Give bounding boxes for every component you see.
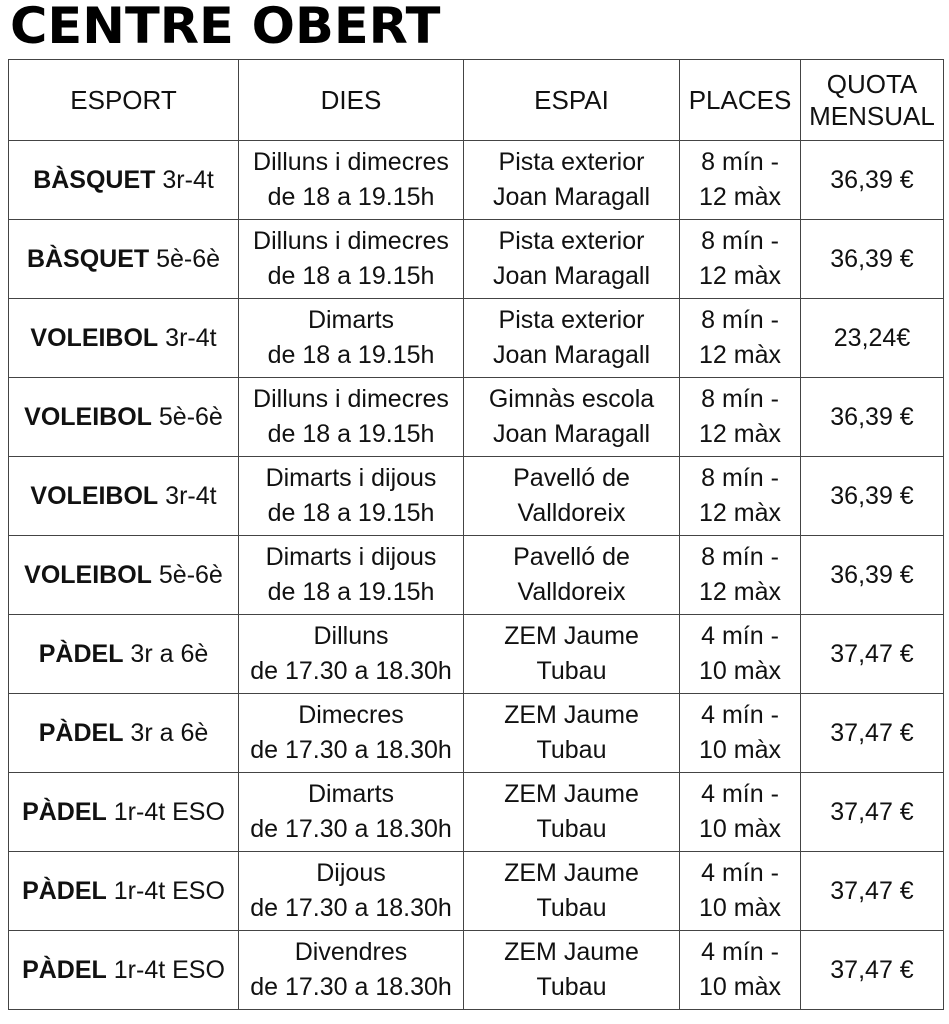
- cell-esport: [9, 615, 239, 694]
- cell-dies: [239, 694, 464, 773]
- cell-places: [680, 615, 801, 694]
- dies-days: Dimarts: [307, 306, 395, 334]
- cell-esport: [9, 931, 239, 1010]
- cell-dies: [239, 141, 464, 220]
- dies-days: Dimarts i dijous: [265, 543, 437, 571]
- table-row: [9, 931, 944, 1010]
- header-espai: ESPAI: [464, 60, 680, 141]
- espai-line2: Tubau: [536, 815, 607, 843]
- places-max: 10 màx: [699, 657, 781, 685]
- dies-hours: de 18 a 19.15h: [267, 420, 435, 448]
- sport-level: 5è-6è: [151, 560, 223, 589]
- dies-days: Dijous: [316, 859, 386, 887]
- sport-level: 3r-4t: [158, 323, 217, 352]
- header-dies: DIES: [239, 60, 464, 141]
- cell-espai: [464, 615, 680, 694]
- cell-quota: 36,39 €: [801, 220, 944, 299]
- sport-level: 1r-4t ESO: [106, 876, 225, 905]
- places-max: 12 màx: [699, 341, 781, 369]
- dies-days: Divendres: [294, 938, 408, 966]
- cell-quota: 36,39 €: [801, 378, 944, 457]
- sport-level: 3r-4t: [158, 481, 217, 510]
- cell-places: [680, 773, 801, 852]
- table-row: [9, 299, 944, 378]
- sport-level: 3r a 6è: [123, 718, 209, 747]
- table-row: [9, 694, 944, 773]
- cell-espai: [464, 931, 680, 1010]
- cell-places: [680, 299, 801, 378]
- sport-name: VOLEIBOL: [24, 560, 152, 589]
- places-max: 12 màx: [699, 183, 781, 211]
- cell-quota: 36,39 €: [801, 457, 944, 536]
- cell-espai: [464, 141, 680, 220]
- cell-espai: [464, 457, 680, 536]
- cell-places: [680, 931, 801, 1010]
- espai-line2: Valldoreix: [517, 499, 626, 527]
- table-row: [9, 220, 944, 299]
- cell-espai: [464, 299, 680, 378]
- dies-hours: de 18 a 19.15h: [267, 183, 435, 211]
- sport-name: PÀDEL: [22, 955, 107, 984]
- cell-dies: [239, 378, 464, 457]
- places-min: 4 mín -: [701, 859, 779, 887]
- cell-quota: 36,39 €: [801, 141, 944, 220]
- espai-line1: Pavelló de: [513, 543, 630, 571]
- places-max: 12 màx: [699, 262, 781, 290]
- espai-line2: Tubau: [536, 973, 607, 1001]
- cell-espai: [464, 536, 680, 615]
- espai-line2: Tubau: [536, 736, 607, 764]
- sport-name: BÀSQUET: [26, 244, 150, 273]
- table-row: [9, 141, 944, 220]
- cell-esport: [9, 378, 239, 457]
- cell-esport: [9, 694, 239, 773]
- cell-esport: [9, 141, 239, 220]
- places-max: 10 màx: [699, 973, 781, 1001]
- places-min: 4 mín -: [701, 622, 779, 650]
- table-row: [9, 773, 944, 852]
- sport-name: PÀDEL: [38, 718, 124, 747]
- cell-espai: [464, 378, 680, 457]
- cell-esport: [9, 852, 239, 931]
- dies-hours: de 18 a 19.15h: [267, 341, 435, 369]
- places-max: 12 màx: [699, 420, 781, 448]
- espai-line1: ZEM Jaume: [504, 701, 639, 729]
- places-min: 8 mín -: [701, 543, 779, 571]
- schedule-table: [8, 59, 944, 1010]
- cell-esport: [9, 773, 239, 852]
- dies-days: Dilluns i dimecres: [253, 385, 449, 413]
- sport-name: BÀSQUET: [33, 165, 156, 194]
- espai-line1: Pista exterior: [498, 227, 645, 255]
- places-max: 10 màx: [699, 815, 781, 843]
- cell-dies: [239, 852, 464, 931]
- espai-line2: Joan Maragall: [492, 183, 651, 211]
- espai-line1: ZEM Jaume: [504, 622, 639, 650]
- espai-line1: ZEM Jaume: [504, 938, 639, 966]
- cell-esport: [9, 220, 239, 299]
- cell-quota: 37,47 €: [801, 931, 944, 1010]
- cell-esport: [9, 299, 239, 378]
- places-min: 4 mín -: [701, 701, 779, 729]
- cell-quota: 37,47 €: [801, 615, 944, 694]
- cell-espai: [464, 852, 680, 931]
- header-esport: ESPORT: [9, 60, 239, 141]
- dies-days: Dimarts: [307, 780, 395, 808]
- table-body: [9, 141, 944, 1010]
- cell-dies: [239, 220, 464, 299]
- cell-places: [680, 852, 801, 931]
- places-min: 8 mín -: [701, 385, 779, 413]
- sport-level: 3r-4t: [155, 165, 214, 194]
- header-places: PLACES: [680, 60, 801, 141]
- cell-places: [680, 378, 801, 457]
- cell-dies: [239, 299, 464, 378]
- dies-hours: de 17.30 a 18.30h: [250, 736, 452, 764]
- dies-hours: de 17.30 a 18.30h: [250, 973, 452, 1001]
- sport-level: 1r-4t ESO: [106, 955, 225, 984]
- dies-days: Dimecres: [298, 701, 404, 729]
- places-max: 10 màx: [699, 736, 781, 764]
- cell-espai: [464, 220, 680, 299]
- cell-places: [680, 694, 801, 773]
- cell-esport: [9, 457, 239, 536]
- sport-level: 3r a 6è: [123, 639, 209, 668]
- dies-days: Dilluns i dimecres: [253, 148, 449, 176]
- cell-quota: 37,47 €: [801, 694, 944, 773]
- cell-places: [680, 220, 801, 299]
- table-row: [9, 615, 944, 694]
- places-min: 8 mín -: [701, 148, 779, 176]
- cell-dies: [239, 931, 464, 1010]
- dies-hours: de 17.30 a 18.30h: [250, 657, 452, 685]
- places-max: 10 màx: [699, 894, 781, 922]
- dies-hours: de 17.30 a 18.30h: [250, 894, 452, 922]
- sport-level: 5è-6è: [151, 402, 223, 431]
- cell-dies: [239, 457, 464, 536]
- header-row: [9, 60, 944, 141]
- cell-quota: 37,47 €: [801, 773, 944, 852]
- cell-quota: 23,24€: [801, 299, 944, 378]
- sport-name: PÀDEL: [38, 639, 124, 668]
- espai-line1: Pista exterior: [498, 148, 645, 176]
- places-min: 4 mín -: [701, 780, 779, 808]
- places-min: 8 mín -: [701, 464, 779, 492]
- sport-name: VOLEIBOL: [24, 402, 152, 431]
- table-row: [9, 852, 944, 931]
- table-row: [9, 378, 944, 457]
- cell-esport: [9, 536, 239, 615]
- cell-dies: [239, 615, 464, 694]
- header-quota-line2: MENSUAL: [809, 101, 935, 131]
- dies-hours: de 18 a 19.15h: [267, 578, 435, 606]
- places-min: 8 mín -: [701, 227, 779, 255]
- dies-hours: de 17.30 a 18.30h: [250, 815, 452, 843]
- sport-name: VOLEIBOL: [30, 323, 159, 352]
- dies-days: Dilluns i dimecres: [253, 227, 449, 255]
- sport-name: VOLEIBOL: [30, 481, 159, 510]
- header-quota: [801, 60, 944, 141]
- dies-days: Dimarts i dijous: [265, 464, 437, 492]
- places-min: 4 mín -: [701, 938, 779, 966]
- cell-dies: [239, 773, 464, 852]
- espai-line2: Tubau: [536, 894, 607, 922]
- places-min: 8 mín -: [701, 306, 779, 334]
- header-quota-line1: QUOTA: [826, 69, 918, 99]
- dies-hours: de 18 a 19.15h: [267, 499, 435, 527]
- table-row: [9, 536, 944, 615]
- espai-line2: Joan Maragall: [492, 262, 651, 290]
- dies-hours: de 18 a 19.15h: [267, 262, 435, 290]
- page-title: CENTRE OBERT: [10, 0, 441, 55]
- espai-line2: Joan Maragall: [492, 341, 651, 369]
- sport-name: PÀDEL: [22, 876, 107, 905]
- espai-line2: Tubau: [536, 657, 607, 685]
- places-max: 12 màx: [699, 578, 781, 606]
- sport-level: 5è-6è: [149, 244, 221, 273]
- cell-places: [680, 141, 801, 220]
- espai-line1: ZEM Jaume: [504, 780, 639, 808]
- cell-quota: 36,39 €: [801, 536, 944, 615]
- table-row: [9, 457, 944, 536]
- espai-line1: Pista exterior: [498, 306, 645, 334]
- cell-espai: [464, 773, 680, 852]
- cell-quota: 37,47 €: [801, 852, 944, 931]
- cell-places: [680, 536, 801, 615]
- cell-places: [680, 457, 801, 536]
- places-max: 12 màx: [699, 499, 781, 527]
- cell-espai: [464, 694, 680, 773]
- cell-dies: [239, 536, 464, 615]
- espai-line2: Valldoreix: [517, 578, 626, 606]
- espai-line1: Pavelló de: [513, 464, 630, 492]
- dies-days: Dilluns: [313, 622, 389, 650]
- sport-name: PÀDEL: [22, 797, 107, 826]
- sport-level: 1r-4t ESO: [106, 797, 225, 826]
- espai-line2: Joan Maragall: [492, 420, 651, 448]
- espai-line1: ZEM Jaume: [504, 859, 639, 887]
- espai-line1: Gimnàs escola: [488, 385, 655, 413]
